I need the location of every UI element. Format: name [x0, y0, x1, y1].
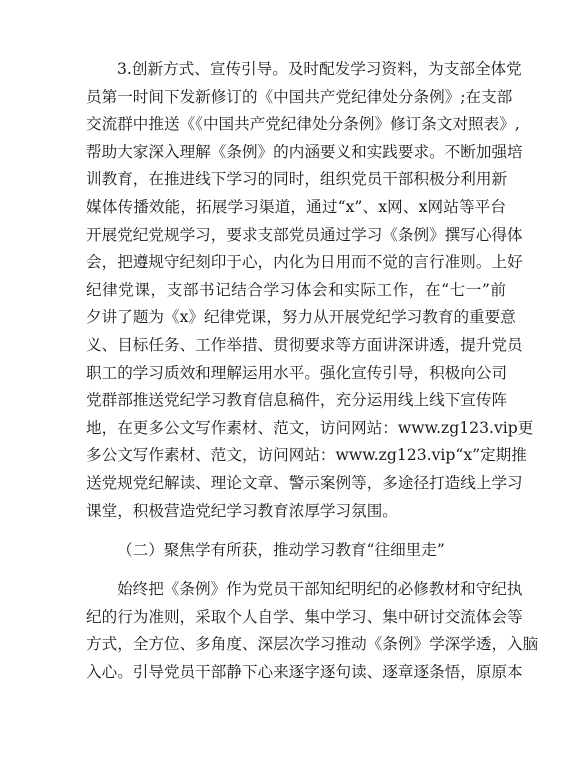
paragraph-line: 帮助大家深入理解《条例》的内涵要义和实践要求。不断加强培 — [86, 142, 523, 161]
paragraph-line: 夕讲了题为《x》纪律党课，努力从开展党纪学习教育的重要意 — [86, 308, 516, 327]
section-heading-text: （二）聚焦学有所获，推动学习教育“往细里走” — [117, 541, 445, 559]
paragraph-line: 课堂，积极营造党纪学习教育浓厚学习氛围。 — [86, 501, 398, 520]
paragraph-line: 开展党纪党规学习，要求支部党员通过学习《条例》撰写心得体 — [86, 225, 523, 244]
paragraph-line: 党群部推送党纪学习教育信息稿件，充分运用线上线下宣传阵 — [86, 391, 508, 410]
paragraph-line: 入心。引导党员干部静下心来逐字逐句读、逐章逐条悟，原原本 — [86, 662, 523, 681]
paragraph-line: 媒体传播效能，拓展学习渠道，通过“x”、x网、x网站等平台 — [86, 197, 506, 216]
paragraph-innovation-publicity — [86, 56, 534, 525]
paragraph-line: 职工的学习质效和理解运用水平。强化宣传引导，积极向公司 — [86, 363, 508, 382]
paragraph-focus-learning — [86, 576, 539, 686]
paragraph-line: 方式，全方位、多角度、深层次学习推动《条例》学深学透，入脑 — [86, 635, 539, 654]
paragraph-line: 送党规党纪解读、理论文章、警示案例等，多途径打造线上学习 — [86, 473, 523, 492]
paragraph-line: 义、目标任务、工作举措、贯彻要求等方面讲深讲透，提升党员 — [86, 335, 523, 354]
paragraph-line: 交流群中推送《《中国共产党纪律处分条例》修订条文对照表》, — [86, 115, 520, 134]
paragraph-line: 多公文写作素材、范文，访问网站：www.zg123.vip“x”定期推 — [86, 446, 527, 465]
paragraph-line: 纪的行为准则，采取个人自学、集中学习、集中研讨交流体会等 — [86, 607, 523, 626]
paragraph-line: 员第一时间下发新修订的《中国共产党纪律处分条例》;在支部 — [86, 87, 513, 106]
section-heading — [86, 537, 506, 565]
paragraph-line: 3.创新方式、宣传引导。及时配发学习资料，为支部全体党 — [117, 60, 522, 78]
paragraph-line: 会，把遵规守纪刻印于心，内化为日用而不觉的言行准则。上好 — [86, 253, 523, 272]
paragraph-line: 始终把《条例》作为党员干部知纪明纪的必修教材和守纪执 — [117, 580, 523, 598]
paragraph-line: 纪律党课，支部书记结合学习体会和实际工作，在“七一”前 — [86, 280, 506, 299]
paragraph-line: 地，在更多公文写作素材、范文，访问网站：www.zg123.vip更 — [86, 418, 534, 437]
paragraph-line: 训教育，在推进线下学习的同时，组织党员干部积极分利用新 — [86, 170, 508, 189]
